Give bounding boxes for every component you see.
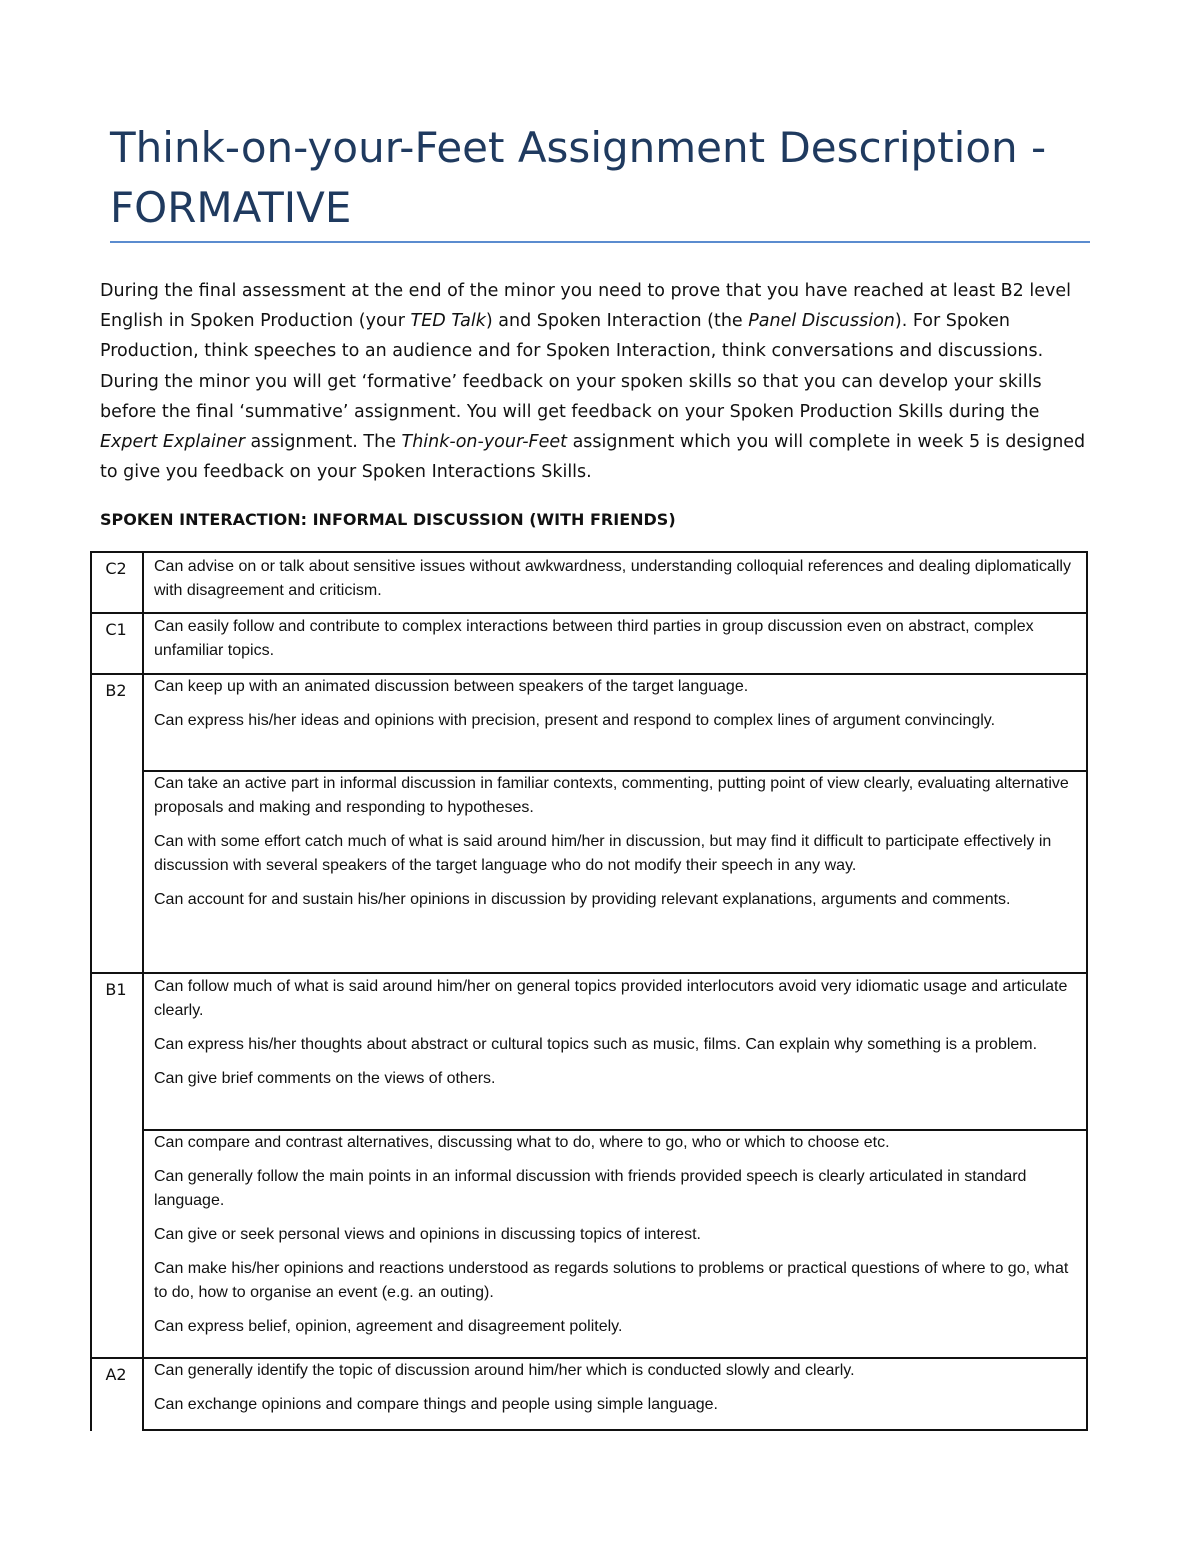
level-label-c2: C2 [105, 559, 127, 578]
descriptor: Can make his/her opinions and reactions understood as regards solutions to problems or practical questions of where to go, what to do, how to organise an event (e.g. an outing). [154, 1260, 1069, 1301]
b2-descriptors-lower [154, 772, 1074, 922]
c2-descriptors [154, 555, 1074, 613]
intro-expert-explainer: Expert Explainer [100, 432, 245, 453]
table-rule [1086, 551, 1088, 1431]
c1-descriptors [154, 615, 1074, 673]
descriptor: Can generally follow the main points in an informal discussion with friends provided speech is clearly articulated in standard language. [154, 1168, 1027, 1209]
title-line-1: Think-on-your-Feet Assignment Description - [110, 123, 1047, 172]
intro-text-1: During the final assessment at the end of the minor you need to prove that you have reached at least B2 level English in Spoken Production (your [100, 281, 1071, 332]
descriptor: Can express his/her thoughts about abstract or cultural topics such as music, films. Can explain why something is a problem. [154, 1036, 1038, 1053]
level-label-c1: C1 [105, 620, 127, 639]
intro-text-4: assignment. The [244, 432, 402, 453]
descriptor: Can advise on or talk about sensitive issues without awkwardness, understanding colloquial references and dealing diplomatically with disagreement and criticism. [154, 558, 1071, 599]
descriptor: Can exchange opinions and compare things and people using simple language. [154, 1396, 718, 1413]
section-heading: SPOKEN INTERACTION: INFORMAL DISCUSSION (WITH FRIENDS) [100, 510, 676, 529]
title-line-2: FORMATIVE [110, 183, 352, 232]
level-label-a2: A2 [105, 1365, 127, 1384]
descriptor: Can with some effort catch much of what is said around him/her in discussion, but may find it difficult to participate effectively in discussion with several speakers of the target language who do not modify their speech in any way. [154, 833, 1052, 874]
intro-ted-talk: TED Talk [410, 311, 486, 332]
table-rule [142, 1429, 1088, 1431]
b1-descriptors-lower [154, 1131, 1074, 1349]
level-descriptor-table [90, 551, 1088, 1431]
table-rule [90, 551, 1088, 553]
intro-text-3: ). For Spoken Production, think speeches to an audience and for Spoken Interaction, think conversations and discussions. During the minor you will get ‘formative’ feedback on your spoken skills so that you can develop your skills before the final ‘summative’ assignment. You will get feedback on your Spoken Production Skills during the [100, 311, 1044, 422]
descriptor: Can take an active part in informal discussion in familiar contexts, commenting, putting point of view clearly, evaluating alternative proposals and making and responding to hypotheses. [154, 775, 1069, 816]
intro-text-2: ) and Spoken Interaction (the [485, 311, 749, 332]
descriptor: Can account for and sustain his/her opinions in discussion by providing relevant explanations, arguments and comments. [154, 891, 1011, 908]
intro-text-5: assignment which you will complete in week 5 is designed to give you feedback on your Spoken Interactions Skills. [100, 432, 1086, 483]
title-underline [110, 241, 1090, 243]
level-label-b2: B2 [105, 681, 127, 700]
a2-descriptors [154, 1359, 1074, 1427]
level-label-b1: B1 [105, 980, 127, 999]
intro-think-on-your-feet: Think-on-your-Feet [401, 432, 567, 453]
b2-descriptors-upper [154, 675, 1074, 743]
descriptor: Can express belief, opinion, agreement and disagreement politely. [154, 1318, 623, 1335]
descriptor: Can give brief comments on the views of others. [154, 1070, 496, 1087]
descriptor: Can follow much of what is said around him/her on general topics provided interlocutors avoid very idiomatic usage and articulate clearly. [154, 978, 1068, 1019]
descriptor: Can compare and contrast alternatives, discussing what to do, where to go, who or which to choose etc. [154, 1134, 890, 1151]
table-rule [90, 972, 1088, 974]
descriptor: Can generally identify the topic of discussion around him/her which is conducted slowly and clearly. [154, 1362, 855, 1379]
table-rule [142, 551, 144, 1431]
descriptor: Can give or seek personal views and opinions in discussing topics of interest. [154, 1226, 701, 1243]
descriptor: Can express his/her ideas and opinions with precision, present and respond to complex lines of argument convincingly. [154, 712, 996, 729]
descriptor: Can keep up with an animated discussion between speakers of the target language. [154, 678, 749, 695]
intro-panel-discussion: Panel Discussion [748, 311, 895, 332]
descriptor: Can easily follow and contribute to complex interactions between third parties in group discussion even on abstract, complex unfamiliar topics. [154, 618, 1034, 659]
b1-descriptors-upper [154, 975, 1074, 1101]
document-title [110, 118, 1100, 238]
intro-paragraph [100, 276, 1100, 487]
